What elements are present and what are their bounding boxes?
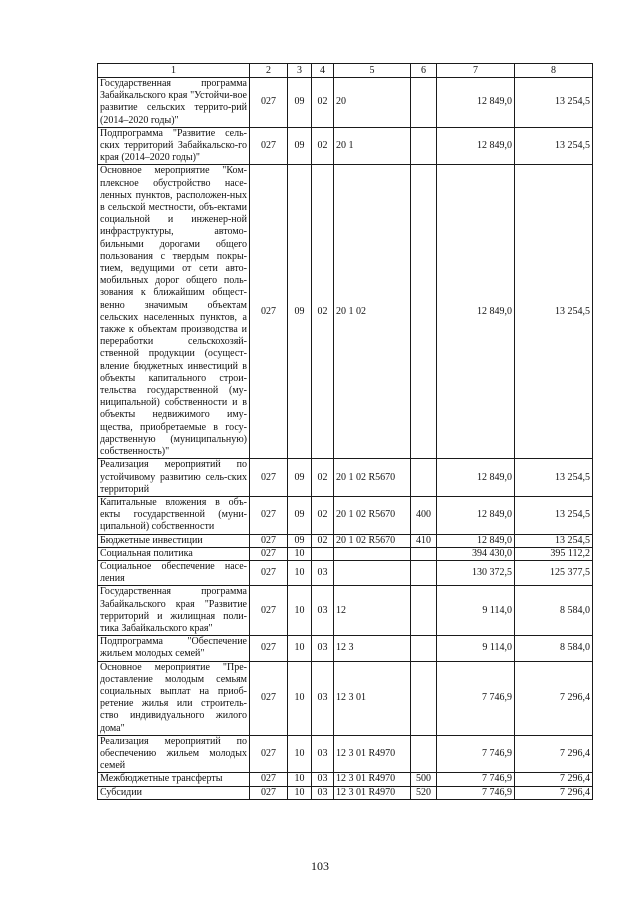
- row-name: Капитальные вложения в объ-екты государственной (муни-ципальной) собственности: [98, 496, 250, 534]
- cell-section: 10: [288, 586, 312, 636]
- table-row: [98, 547, 593, 560]
- cell-expense-type: [411, 661, 437, 735]
- cell-amount-col8: 13 254,5: [515, 78, 593, 128]
- cell-subsection: 02: [312, 534, 334, 547]
- cell-subsection: 02: [312, 165, 334, 459]
- cell-amount-col8: 13 254,5: [515, 496, 593, 534]
- cell-subsection: 02: [312, 496, 334, 534]
- table-row: [98, 496, 593, 534]
- cell-ministry: 027: [250, 459, 288, 497]
- cell-amount-col8: 13 254,5: [515, 127, 593, 165]
- cell-subsection: 03: [312, 560, 334, 585]
- header-cell: 7: [437, 64, 515, 78]
- cell-expense-type: [411, 127, 437, 165]
- cell-section: 09: [288, 78, 312, 128]
- cell-subsection: 03: [312, 786, 334, 799]
- cell-expense-type: [411, 636, 437, 661]
- header-cell: 5: [334, 64, 411, 78]
- cell-amount-col7: 12 849,0: [437, 127, 515, 165]
- cell-amount-col8: 13 254,5: [515, 534, 593, 547]
- cell-target-article: 20 1 02: [334, 165, 411, 459]
- cell-ministry: 027: [250, 636, 288, 661]
- cell-amount-col8: 7 296,4: [515, 786, 593, 799]
- cell-amount-col7: 12 849,0: [437, 496, 515, 534]
- row-name: Подпрограмма "Развитие сель-ских территорий Забайкальско-го края (2014–2020 годы)": [98, 127, 250, 165]
- cell-section: 10: [288, 786, 312, 799]
- cell-subsection: 03: [312, 636, 334, 661]
- cell-amount-col7: 394 430,0: [437, 547, 515, 560]
- cell-amount-col8: 7 296,4: [515, 735, 593, 773]
- cell-target-article: [334, 547, 411, 560]
- cell-amount-col7: 12 849,0: [437, 534, 515, 547]
- cell-subsection: 03: [312, 661, 334, 735]
- row-name: Государственная программа Забайкальского края "Развитие территорий и жилищная поли-тика Забайкальского края": [98, 586, 250, 636]
- cell-ministry: 027: [250, 773, 288, 786]
- cell-amount-col7: 12 849,0: [437, 459, 515, 497]
- cell-expense-type: [411, 165, 437, 459]
- table-row: [98, 735, 593, 773]
- header-row: [98, 64, 593, 78]
- cell-amount-col7: 7 746,9: [437, 786, 515, 799]
- cell-section: 10: [288, 636, 312, 661]
- cell-amount-col7: 7 746,9: [437, 735, 515, 773]
- table-row: [98, 636, 593, 661]
- cell-amount-col8: 7 296,4: [515, 661, 593, 735]
- table-row: [98, 661, 593, 735]
- table-row: [98, 773, 593, 786]
- table-row: [98, 127, 593, 165]
- cell-target-article: [334, 560, 411, 585]
- table-row: [98, 560, 593, 585]
- row-name: Бюджетные инвестиции: [98, 534, 250, 547]
- header-cell: 2: [250, 64, 288, 78]
- cell-ministry: 027: [250, 547, 288, 560]
- table-row: [98, 165, 593, 459]
- cell-section: 09: [288, 534, 312, 547]
- row-name: Социальная политика: [98, 547, 250, 560]
- row-name: Государственная программа Забайкальского края "Устойчи-вое развитие сельских террито-рий (2014–2020 годы)": [98, 78, 250, 128]
- cell-section: 09: [288, 496, 312, 534]
- cell-target-article: 12 3 01 R4970: [334, 735, 411, 773]
- cell-section: 09: [288, 459, 312, 497]
- cell-amount-col7: 7 746,9: [437, 661, 515, 735]
- cell-section: 10: [288, 661, 312, 735]
- cell-subsection: [312, 547, 334, 560]
- cell-target-article: 20 1 02 R5670: [334, 496, 411, 534]
- cell-target-article: 12 3 01 R4970: [334, 786, 411, 799]
- cell-target-article: 20 1: [334, 127, 411, 165]
- row-name: Основное мероприятие "Пре-доставление молодым семьям социальных выплат на приоб-ретение жилья или строитель-ство индивидуального жилого дома": [98, 661, 250, 735]
- cell-target-article: 20 1 02 R5670: [334, 534, 411, 547]
- cell-target-article: 20: [334, 78, 411, 128]
- cell-ministry: 027: [250, 786, 288, 799]
- cell-expense-type: 400: [411, 496, 437, 534]
- cell-amount-col8: 395 112,2: [515, 547, 593, 560]
- cell-ministry: 027: [250, 127, 288, 165]
- row-name: Подпрограмма "Обеспечение жильем молодых семей": [98, 636, 250, 661]
- budget-table: [97, 63, 593, 800]
- row-name: Реализация мероприятий по устойчивому развитию сель-ских территорий: [98, 459, 250, 497]
- cell-expense-type: [411, 78, 437, 128]
- cell-section: 10: [288, 547, 312, 560]
- header-cell: 1: [98, 64, 250, 78]
- cell-amount-col8: 7 296,4: [515, 773, 593, 786]
- row-name: Субсидии: [98, 786, 250, 799]
- cell-expense-type: [411, 560, 437, 585]
- cell-subsection: 03: [312, 586, 334, 636]
- cell-amount-col8: 8 584,0: [515, 586, 593, 636]
- cell-section: 10: [288, 773, 312, 786]
- table-row: [98, 459, 593, 497]
- row-name: Основное мероприятие "Ком-плексное обустройство насе-ленных пунктов, расположен-ных в сельской местности, объ-ектами социальной и инженер-ной инфраструктуры, автомо-бильными дорогами общего пользования с твердым покры-тием, ведущими от сети авто-мобильных дорог общего поль-зования к ближайшим общест-венно значимым объектам сельских населенных пунктов, а также к объектам производства и переработки сельскохозяй-ственной продукции (осущест-вление бюджетных инвестиций в объекты капитального строи-тельства государственной (му-ниципальной) собственности и в объекты недвижимого иму-щества, приобретаемые в госу-дарственную (муниципальную) собственность)": [98, 165, 250, 459]
- cell-amount-col8: 13 254,5: [515, 459, 593, 497]
- table-row: [98, 78, 593, 128]
- cell-ministry: 027: [250, 735, 288, 773]
- cell-section: 10: [288, 560, 312, 585]
- cell-amount-col8: 125 377,5: [515, 560, 593, 585]
- cell-ministry: 027: [250, 496, 288, 534]
- header-cell: 4: [312, 64, 334, 78]
- row-name: Межбюджетные трансферты: [98, 773, 250, 786]
- cell-amount-col7: 12 849,0: [437, 165, 515, 459]
- cell-target-article: 20 1 02 R5670: [334, 459, 411, 497]
- cell-ministry: 027: [250, 165, 288, 459]
- cell-ministry: 027: [250, 78, 288, 128]
- cell-amount-col7: 12 849,0: [437, 78, 515, 128]
- row-name: Социальное обеспечение насе-ления: [98, 560, 250, 585]
- cell-expense-type: 500: [411, 773, 437, 786]
- cell-expense-type: [411, 459, 437, 497]
- cell-expense-type: 410: [411, 534, 437, 547]
- cell-expense-type: [411, 735, 437, 773]
- cell-section: 09: [288, 165, 312, 459]
- cell-amount-col7: 9 114,0: [437, 636, 515, 661]
- cell-ministry: 027: [250, 661, 288, 735]
- cell-amount-col8: 13 254,5: [515, 165, 593, 459]
- cell-amount-col7: 7 746,9: [437, 773, 515, 786]
- cell-subsection: 03: [312, 773, 334, 786]
- cell-section: 09: [288, 127, 312, 165]
- cell-target-article: 12: [334, 586, 411, 636]
- cell-subsection: 02: [312, 78, 334, 128]
- table-row: [98, 786, 593, 799]
- cell-amount-col7: 9 114,0: [437, 586, 515, 636]
- cell-ministry: 027: [250, 586, 288, 636]
- header-cell: 3: [288, 64, 312, 78]
- row-name: Реализация мероприятий по обеспечению жильем молодых семей: [98, 735, 250, 773]
- cell-expense-type: [411, 586, 437, 636]
- cell-target-article: 12 3: [334, 636, 411, 661]
- cell-target-article: 12 3 01: [334, 661, 411, 735]
- table-row: [98, 534, 593, 547]
- cell-amount-col8: 8 584,0: [515, 636, 593, 661]
- cell-subsection: 02: [312, 127, 334, 165]
- cell-ministry: 027: [250, 534, 288, 547]
- table-row: [98, 586, 593, 636]
- header-cell: 8: [515, 64, 593, 78]
- cell-section: 10: [288, 735, 312, 773]
- cell-ministry: 027: [250, 560, 288, 585]
- page-number: 103: [311, 859, 329, 873]
- cell-expense-type: [411, 547, 437, 560]
- cell-target-article: 12 3 01 R4970: [334, 773, 411, 786]
- cell-amount-col7: 130 372,5: [437, 560, 515, 585]
- cell-subsection: 03: [312, 735, 334, 773]
- cell-subsection: 02: [312, 459, 334, 497]
- cell-expense-type: 520: [411, 786, 437, 799]
- header-cell: 6: [411, 64, 437, 78]
